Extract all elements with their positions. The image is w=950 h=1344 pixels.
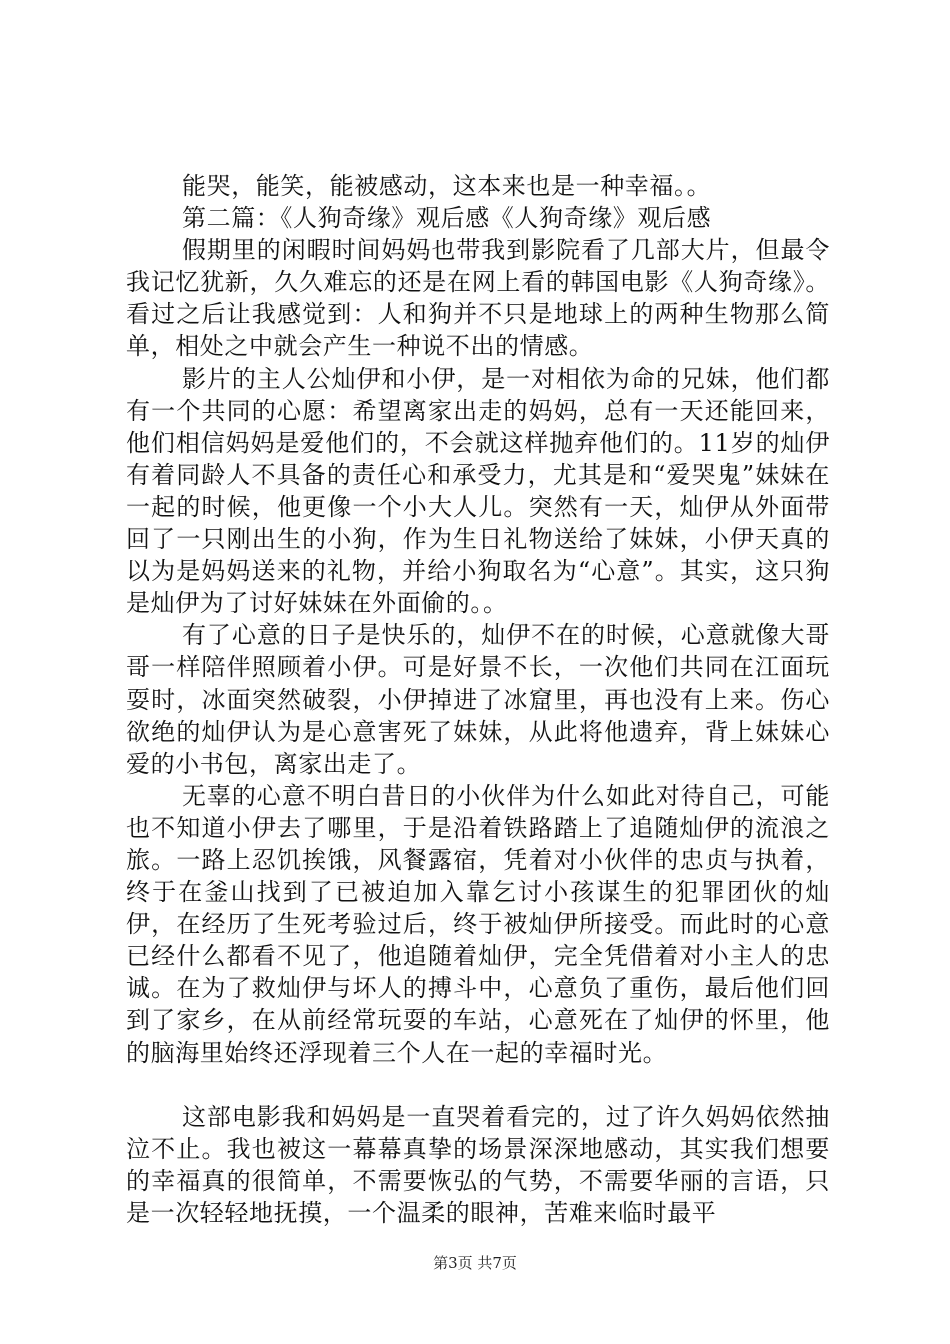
paragraph-protagonists: 影片的主人公灿伊和小伊，是一对相依为命的兄妹，他们都有一个共同的心愿：希望离家出走的妈妈，总有一天还能回来，他们相信妈妈是爱他们的，不会就这样抛弃他们的。11岁的灿伊有着同龄人不具备的责任心和承受力，尤其是和“爱哭鬼”妹妹在一起的时候，他更像一个小大人儿。突然有一天，灿伊从外面带回了一只刚出生的小狗，作为生日礼物送给了妹妹，小伊天真的以为是妈妈送来的礼物，并给小狗取名为“心意”。其实，这只狗是灿伊为了讨好妹妹在外面偷的。。 [126,364,830,618]
body-text [126,170,830,1229]
paragraph-happy-days: 有了心意的日子是快乐的，灿伊不在的时候，心意就像大哥哥一样陪伴照顾着小伊。可是好景不长，一次他们共同在江面玩耍时，冰面突然破裂，小伊掉进了冰窟里，再也没有上来。伤心欲绝的灿伊认为是心意害死了妹妹，从此将他遗弃，背上妹妹心爱的小书包，离家出走了。 [126,621,830,778]
paragraph-intro: 假期里的闲暇时间妈妈也带我到影院看了几部大片，但最令我记忆犹新，久久难忘的还是在网上看的韩国电影《人狗奇缘》。看过之后让我感觉到：人和狗并不只是地球上的两种生物那么简单，相处之中就会产生一种说不出的情感。 [126,236,830,361]
paragraph-reflection: 这部电影我和妈妈是一直哭着看完的，过了许久妈妈依然抽泣不止。我也被这一幕幕真挚的场景深深地感动，其实我们想要的幸福真的很简单，不需要恢弘的气势，不需要华丽的言语，只是一次轻轻地抚摸，一个温柔的眼神，苦难来临时最平 [126,1102,830,1227]
section-heading: 第二篇：《人狗奇缘》观后感《人狗奇缘》观后感 [182,204,712,233]
paragraph-closing-line: 能哭，能笑，能被感动，这本来也是一种幸福。。 [182,172,712,200]
page-footer: 第3页 共7页 [433,1254,517,1272]
paragraph-journey: 无辜的心意不明白昔日的小伙伴为什么如此对待自己，可能也不知道小伊去了哪里，于是沿着铁路踏上了追随灿伊的流浪之旅。一路上忍饥挨饿，风餐露宿，凭着对小伙伴的忠贞与执着，终于在釜山找到了已被迫加入靠乞讨小孩谋生的犯罪团伙的灿伊，在经历了生死考验过后，终于被灿伊所接受。而此时的心意已经什么都看不见了，他追随着灿伊，完全凭借着对小主人的忠诚。在为了救灿伊与坏人的搏斗中，心意负了重伤，最后他们回到了家乡，在从前经常玩耍的车站，心意死在了灿伊的怀里，他的脑海里始终还浮现着三个人在一起的幸福时光。 [126,781,830,1067]
